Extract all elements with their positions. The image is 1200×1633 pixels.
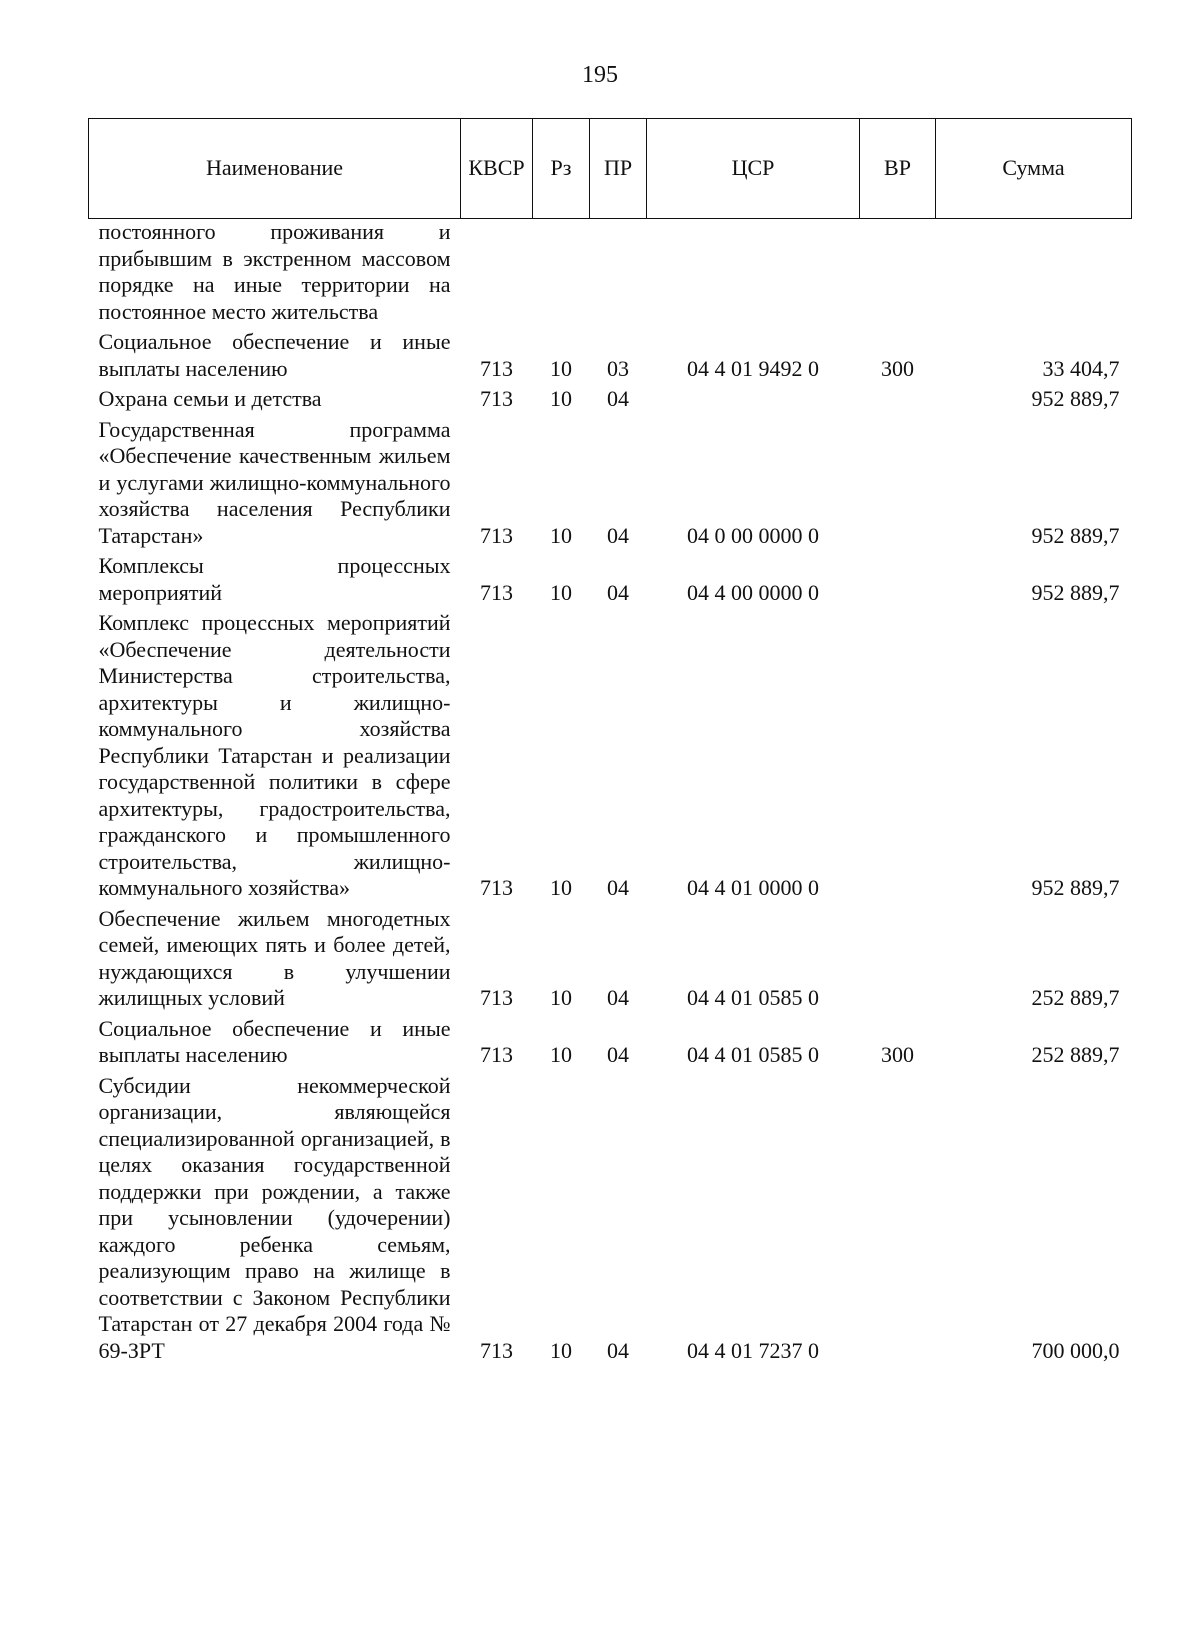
row-pr: 04 [607,985,629,1010]
row-rz: 10 [550,875,572,900]
row-sum: 252 889,7 [1031,1042,1120,1067]
row-pr [590,219,647,330]
row-pr: 04 [607,386,629,411]
row-kvsr: 713 [480,1337,513,1363]
row-name: Государственная программа «Обеспечение качественным жильем и услугами жилищно-коммунального хозяйства населения Республики Татарстан» [98,416,451,548]
row-rz: 10 [550,386,572,411]
row-vr [860,1073,936,1369]
row-vr: 300 [881,355,914,381]
table-row [89,906,1132,1016]
row-sum: 952 889,7 [1031,386,1120,411]
table-row [89,417,1132,554]
row-csr: 04 4 01 0000 0 [687,875,819,900]
row-kvsr: 713 [480,985,513,1010]
row-vr [860,219,936,330]
row-pr: 04 [607,1042,629,1067]
row-sum: 952 889,7 [1031,579,1120,605]
row-vr: 300 [881,1042,914,1067]
row-csr: 04 4 01 0585 0 [687,1042,819,1067]
row-vr [860,553,936,610]
row-name: Социальное обеспечение и иные выплаты населению [98,1015,451,1067]
row-name: Социальное обеспечение и иные выплаты населению [98,329,451,381]
page-number: 195 [582,62,618,88]
header-pr: ПР [590,119,647,219]
table-header [89,119,1132,219]
row-sum: 700 000,0 [1031,1337,1120,1363]
row-csr: 04 4 01 7237 0 [687,1337,819,1363]
row-name: Обеспечение жильем многодетных семей, имеющих пять и более детей, нуждающихся в улучшении жилищных условий [98,905,451,1010]
header-sum: Сумма [936,119,1132,219]
header-rz: Рз [533,119,590,219]
row-name: Комплекс процессных мероприятий «Обеспечение деятельности Министерства строительства, архитектуры и жилищно-коммунального хозяйства Республики Татарстан и реализации государственной политики в сфере архитектуры, градостроительства, гражданского и промышленного строительства, жилищно-коммунального хозяйства» [98,610,451,900]
table-row [89,1016,1132,1073]
row-pr: 04 [607,579,629,605]
header-name: Наименование [89,119,461,219]
row-sum: 33 404,7 [1042,355,1120,381]
row-name: Комплексы процессных мероприятий [98,553,451,605]
row-vr [860,906,936,1016]
row-kvsr: 713 [480,579,513,605]
table-row [89,610,1132,906]
row-name: постоянного проживания и прибывшим в экстренном массовом порядке на иные территории на постоянное место жительства [98,219,451,324]
row-rz [533,219,590,330]
row-csr: 04 0 00 0000 0 [687,522,819,548]
row-vr [860,386,936,417]
header-csr: ЦСР [647,119,860,219]
row-kvsr [461,219,533,330]
row-kvsr: 713 [480,522,513,548]
table-row [89,329,1132,386]
row-csr [647,219,860,330]
header-vr: ВР [860,119,936,219]
row-name: Охрана семьи и детства [98,386,322,411]
row-pr: 03 [607,355,629,381]
header-kvsr: КВСР [461,119,533,219]
table-body [89,219,1132,1369]
table-row [89,386,1132,417]
table-row [89,219,1132,330]
row-kvsr: 713 [480,386,513,411]
row-kvsr: 713 [480,355,513,381]
row-vr [860,417,936,554]
row-csr: 04 4 01 9492 0 [687,355,819,381]
row-csr: 04 4 01 0585 0 [687,985,819,1010]
row-kvsr: 713 [480,875,513,900]
row-csr: 04 4 00 0000 0 [687,579,819,605]
row-sum: 252 889,7 [1031,985,1120,1010]
row-rz: 10 [550,355,572,381]
row-vr [860,610,936,906]
row-rz: 10 [550,985,572,1010]
row-sum: 952 889,7 [1031,522,1120,548]
row-pr: 04 [607,522,629,548]
budget-table [88,118,1132,1368]
row-kvsr: 713 [480,1042,513,1067]
table-row [89,1073,1132,1369]
row-pr: 04 [607,875,629,900]
row-rz: 10 [550,1337,572,1363]
row-sum: 952 889,7 [1031,875,1120,900]
row-name: Субсидии некоммерческой организации, являющейся специализированной организацией, в целях оказания государственной поддержки при рождении, а также при усыновлении (удочерении) каждого ребенка семьям, реализующим право на жилище в соответствии с Законом Республики Татарстан от 27 декабря 2004 года № 69-ЗРТ [98,1072,451,1363]
table-row [89,553,1132,610]
row-rz: 10 [550,1042,572,1067]
row-sum [936,219,1132,330]
row-csr [647,386,860,417]
row-rz: 10 [550,579,572,605]
row-pr: 04 [607,1337,629,1363]
row-rz: 10 [550,522,572,548]
